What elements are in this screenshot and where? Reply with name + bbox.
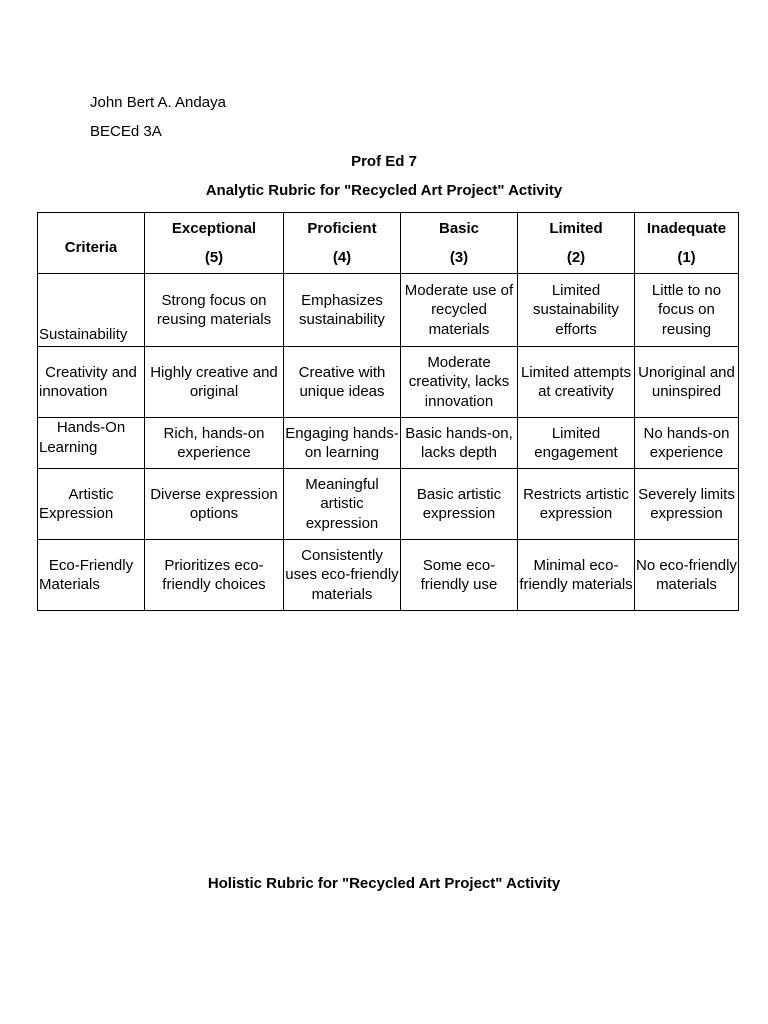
holistic-rubric-title: Holistic Rubric for "Recycled Art Project" Activity xyxy=(207,875,561,892)
table-cell: Limited attempts at creativity xyxy=(518,347,635,418)
table-cell: Emphasizes sustainability xyxy=(284,274,401,347)
table-cell: Engaging hands-on learning xyxy=(284,418,401,469)
level-header-proficient: Proficient (4) xyxy=(284,213,401,274)
table-cell: Basic artistic expression xyxy=(401,469,518,540)
table-cell: Diverse expression options xyxy=(145,469,284,540)
table-cell: Restricts artistic expression xyxy=(518,469,635,540)
criteria-header: Criteria xyxy=(38,213,145,274)
table-header-row xyxy=(38,213,739,274)
table-cell: Moderate creativity, lacks innovation xyxy=(401,347,518,418)
table-cell: Strong focus on reusing materials xyxy=(145,274,284,347)
criterion-cell: Eco-Friendly Materials xyxy=(38,540,145,611)
analytic-rubric-table xyxy=(37,212,739,611)
table-cell: Limited sustainability efforts xyxy=(518,274,635,347)
table-row xyxy=(38,347,739,418)
table-cell: Moderate use of recycled materials xyxy=(401,274,518,347)
table-row xyxy=(38,418,739,469)
table-row xyxy=(38,540,739,611)
criterion-cell: Creativity and innovation xyxy=(38,347,145,418)
table-row xyxy=(38,274,739,347)
criterion-cell: Artistic Expression xyxy=(38,469,145,540)
table-cell: Severely limits expression xyxy=(635,469,739,540)
table-cell: No hands-on experience xyxy=(635,418,739,469)
table-cell: Rich, hands-on experience xyxy=(145,418,284,469)
table-cell: Creative with unique ideas xyxy=(284,347,401,418)
table-row xyxy=(38,469,739,540)
table-cell: Basic hands-on, lacks depth xyxy=(401,418,518,469)
table-cell: Consistently uses eco-friendly materials xyxy=(284,540,401,611)
table-cell: Limited engagement xyxy=(518,418,635,469)
student-name: John Bert A. Andaya xyxy=(90,94,226,111)
table-cell: No eco-friendly materials xyxy=(635,540,739,611)
table-cell: Highly creative and original xyxy=(145,347,284,418)
course-title: Prof Ed 7 xyxy=(351,153,417,170)
table-cell: Unoriginal and uninspired xyxy=(635,347,739,418)
table-cell: Little to no focus on reusing xyxy=(635,274,739,347)
table-cell: Some eco-friendly use xyxy=(401,540,518,611)
criterion-cell: Sustainability xyxy=(38,274,145,347)
analytic-rubric-title: Analytic Rubric for "Recycled Art Project" Activity xyxy=(205,182,563,199)
level-header-exceptional: Exceptional (5) xyxy=(145,213,284,274)
student-section: BECEd 3A xyxy=(90,123,162,140)
level-header-basic: Basic (3) xyxy=(401,213,518,274)
table-cell: Meaningful artistic expression xyxy=(284,469,401,540)
table-cell: Minimal eco-friendly materials xyxy=(518,540,635,611)
level-header-limited: Limited (2) xyxy=(518,213,635,274)
criterion-cell: Hands-On Learning xyxy=(38,418,145,469)
level-header-inadequate: Inadequate (1) xyxy=(635,213,739,274)
table-cell: Prioritizes eco-friendly choices xyxy=(145,540,284,611)
